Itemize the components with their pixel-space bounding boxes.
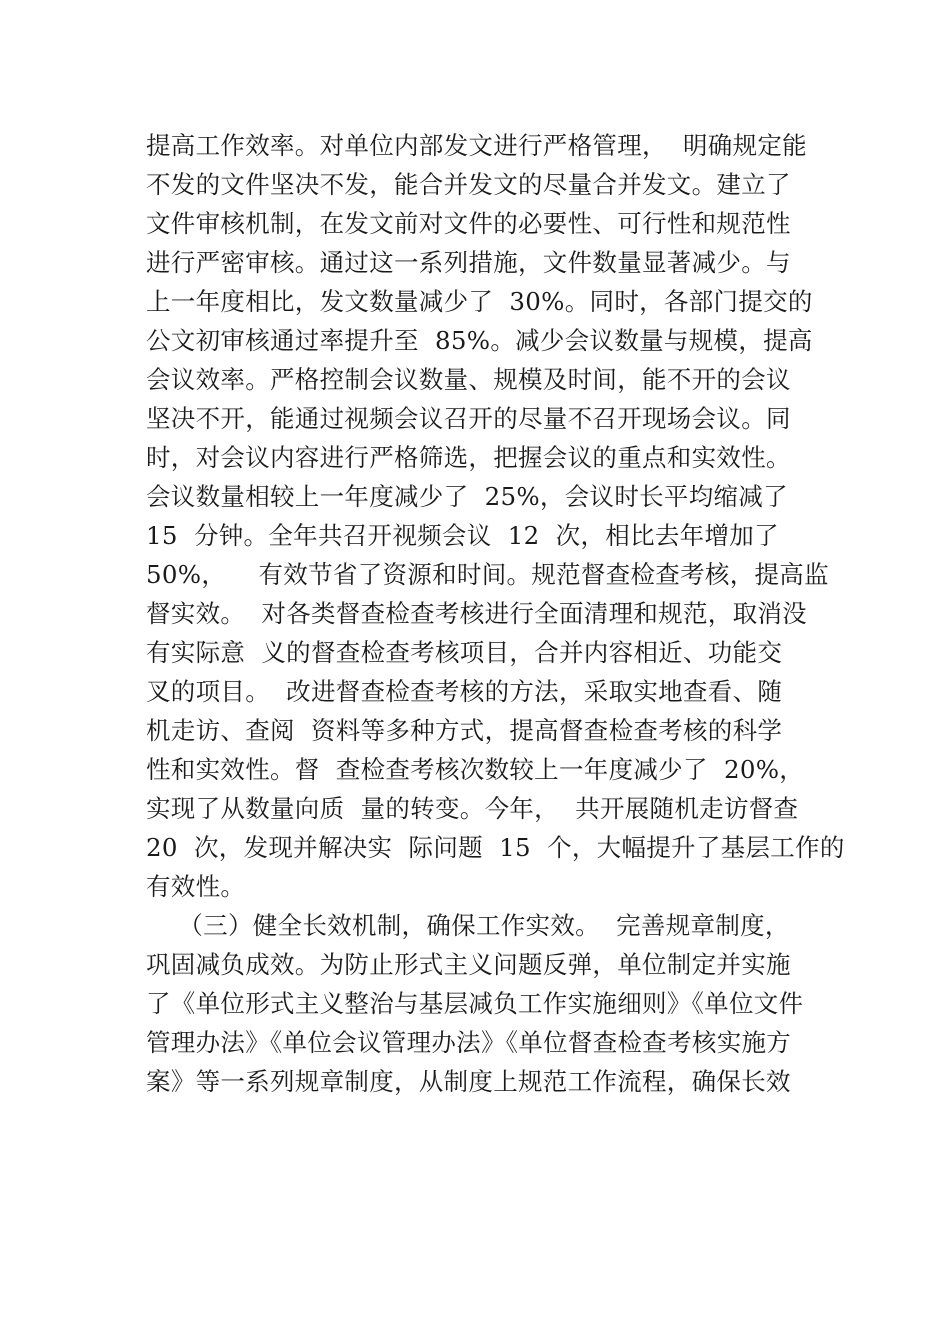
text-line: 20 次，发现并解决实 际问题 15 个，大幅提升了基层工作的 bbox=[146, 833, 845, 862]
text-line: 了《单位形式主义整治与基层减负工作实施细则》《单位文件 bbox=[146, 989, 804, 1018]
section-heading-line: （三）健全长效机制，确保工作实效。 完善规章制度， bbox=[146, 911, 790, 940]
text-line: 会议数量相较上一年度减少了 25%，会议时长平均缩减了 bbox=[146, 482, 788, 511]
text-line: 叉的项目。 改进督查检查考核的方法，采取实地查看、随 bbox=[146, 677, 783, 706]
text-line: 机走访、查阅 资料等多种方式，提高督查检查考核的科学 bbox=[146, 716, 783, 745]
text-line: 有效性。 bbox=[146, 872, 246, 901]
text-line: 会议效率。严格控制会议数量、规模及时间，能不开的会议 bbox=[146, 365, 791, 394]
text-line: 提高工作效率。对单位内部发文进行严格管理， 明确规定能 bbox=[146, 131, 807, 160]
text-line: 管理办法》《单位会议管理办法》《单位督查检查考核实施方 bbox=[146, 1028, 792, 1057]
text-line: 上一年度相比，发文数量减少了 30%。同时，各部门提交的 bbox=[146, 287, 813, 316]
text-line: 案》等一系列规章制度，从制度上规范工作流程，确保长效 bbox=[146, 1067, 791, 1096]
text-line: 性和实效性。督 查检查考核次数较上一年度减少了 20%， bbox=[146, 755, 805, 784]
text-line: 50%， 有效节省了资源和时间。规范督查检查考核，提高监 bbox=[146, 560, 829, 589]
text-line: 公文初审核通过率提升至 85%。减少会议数量与规模，提高 bbox=[146, 326, 813, 355]
text-line: 15 分钟。全年共召开视频会议 12 次，相比去年增加了 bbox=[146, 521, 779, 550]
text-line: 有实际意 义的督查检查考核项目，合并内容相近、功能交 bbox=[146, 638, 783, 667]
text-line: 巩固减负成效。为防止形式主义问题反弹，单位制定并实施 bbox=[146, 950, 791, 979]
text-line: 文件审核机制，在发文前对文件的必要性、可行性和规范性 bbox=[146, 209, 791, 238]
text-line: 实现了从数量向质 量的转变。今年， 共开展随机走访督查 bbox=[146, 794, 799, 823]
text-line: 坚决不开，能通过视频会议召开的尽量不召开现场会议。同 bbox=[146, 404, 791, 433]
text-line: 进行严密审核。通过这一系列措施，文件数量显著减少。与 bbox=[146, 248, 791, 277]
text-line: 不发的文件坚决不发，能合并发文的尽量合并发文。建立了 bbox=[146, 170, 791, 199]
text-line: 督实效。 对各类督查检查考核进行全面清理和规范，取消没 bbox=[146, 599, 807, 628]
text-line: 时，对会议内容进行严格筛选，把握会议的重点和实效性。 bbox=[146, 443, 791, 472]
